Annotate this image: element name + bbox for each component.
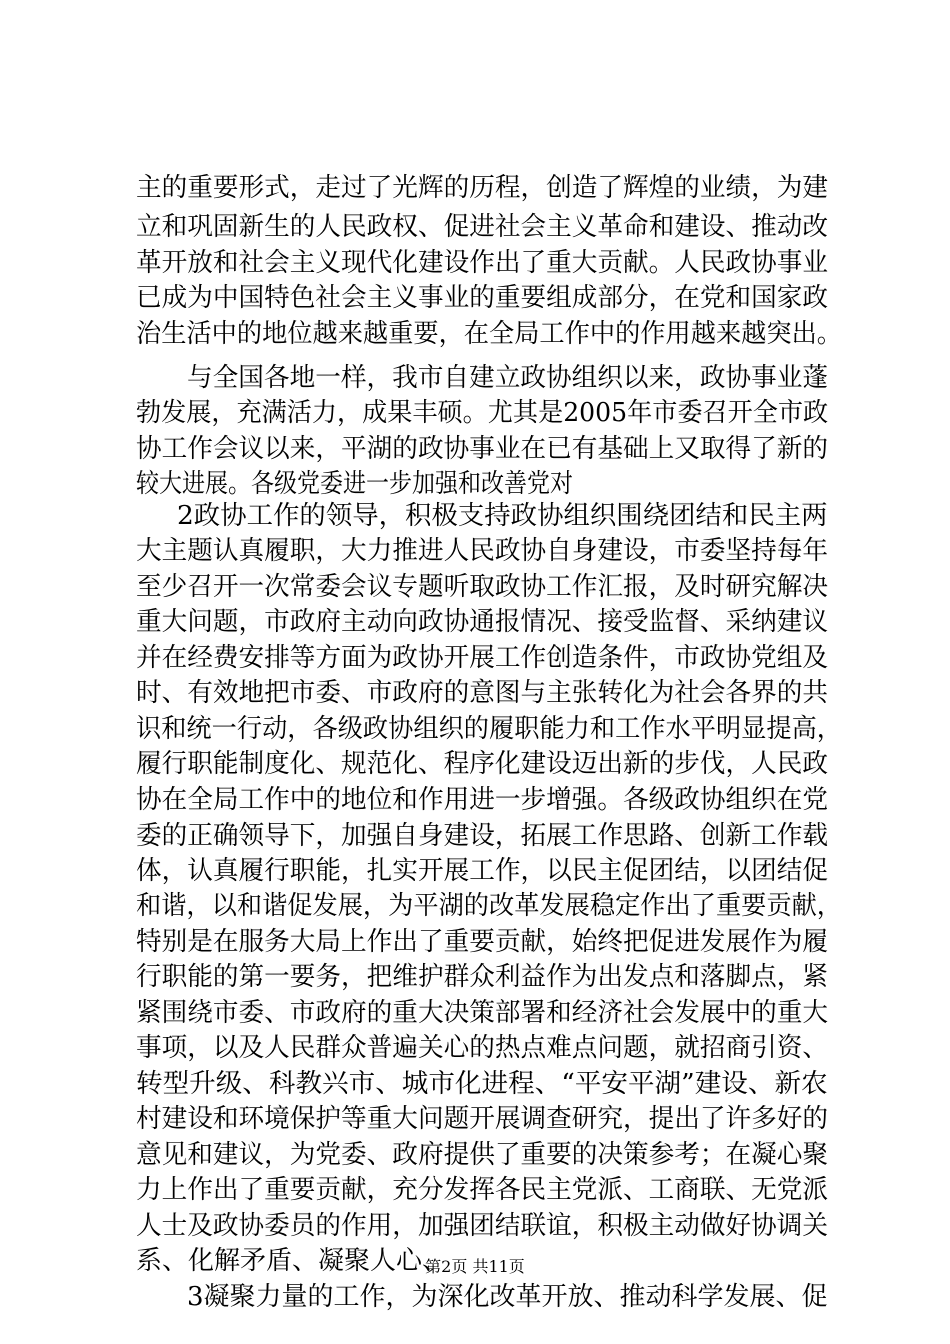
text-line: 大主题认真履职，大力推进人民政协自身建设，市委坚持每年 [136, 536, 829, 566]
text-line: 时、有效地把市委、市政府的意图与主张转化为社会各界的共 [136, 678, 829, 708]
text-line: 和谐，以和谐促发展，为平湖的改革发展稳定作出了重要贡献， [136, 891, 843, 921]
text-line: 勃发展，充满活力，成果丰硕。尤其是2005年市委召开全市政 [136, 398, 829, 428]
text-line: 立和巩固新生的人民政权、促进社会主义革命和建设、推动改 [136, 212, 829, 242]
text-line: 体，认真履行职能，扎实开展工作，以民主促团结，以团结促 [136, 856, 829, 886]
text-line: 履行职能制度化、规范化、程序化建设迈出新的步伐，人民政 [136, 749, 829, 779]
text-line: 重大问题，市政府主动向政协通报情况、接受监督、采纳建议 [136, 607, 829, 637]
text-line: 系、化解矛盾、凝聚人心、 [136, 1246, 449, 1276]
text-line: 协工作会议以来，平湖的政协事业在已有基础上又取得了新的 [136, 434, 829, 464]
text-line: 治生活中的地位越来越重要，在全局工作中的作用越来越突出。 [136, 319, 843, 349]
text-line: 革开放和社会主义现代化建设作出了重大贡献。人民政协事业 [136, 248, 829, 278]
text-line: 转型升级、科教兴市、城市化进程、“平安平湖”建设、新农 [136, 1069, 828, 1099]
text-line: 协在全局工作中的地位和作用进一步增强。各级政协组织在党 [136, 785, 829, 815]
text-line: 并在经费安排等方面为政协开展工作创造条件，市政协党组及 [136, 643, 829, 673]
text-line: 特别是在服务大局上作出了重要贡献，始终把促进发展作为履 [136, 927, 829, 957]
text-line: 村建设和环境保护等重大问题开展调查研究，提出了许多好的 [136, 1104, 829, 1134]
page-number: 第2页 共11页 [425, 1257, 525, 1276]
text-line: 力上作出了重要贡献，充分发挥各民主党派、工商联、无党派 [136, 1175, 829, 1205]
text-line: 3凝聚力量的工作，为深化改革开放、推动科学发展、促 [187, 1282, 828, 1312]
text-line: 识和统一行动，各级政协组织的履职能力和工作水平明显提高， [136, 714, 843, 744]
text-line: 较大进展。各级党委进一步加强和改善党对 [136, 469, 574, 499]
text-line: 行职能的第一要务，把维护群众利益作为出发点和落脚点，紧 [136, 962, 829, 992]
text-line: 与全国各地一样，我市自建立政协组织以来，政协事业蓬 [187, 363, 829, 393]
text-line: 至少召开一次常委会议专题听取政协工作汇报，及时研究解决 [136, 572, 829, 602]
text-line: 2政协工作的领导，积极支持政协组织围绕团结和民主两 [177, 501, 828, 531]
text-line: 紧围绕市委、市政府的重大决策部署和经济社会发展中的重大 [136, 998, 829, 1028]
text-line: 委的正确领导下，加强自身建设，拓展工作思路、创新工作载 [136, 821, 829, 851]
text-line: 主的重要形式，走过了光辉的历程，创造了辉煌的业绩，为建 [136, 173, 829, 203]
text-line: 人士及政协委员的作用，加强团结联谊，积极主动做好协调关 [136, 1211, 829, 1241]
text-line: 事项，以及人民群众普遍关心的热点难点问题，就招商引资、 [136, 1033, 829, 1063]
text-line: 意见和建议，为党委、政府提供了重要的决策参考；在凝心聚 [136, 1140, 829, 1170]
page-footer [0, 1257, 950, 1277]
text-line: 已成为中国特色社会主义事业的重要组成部分，在党和国家政 [136, 283, 829, 313]
